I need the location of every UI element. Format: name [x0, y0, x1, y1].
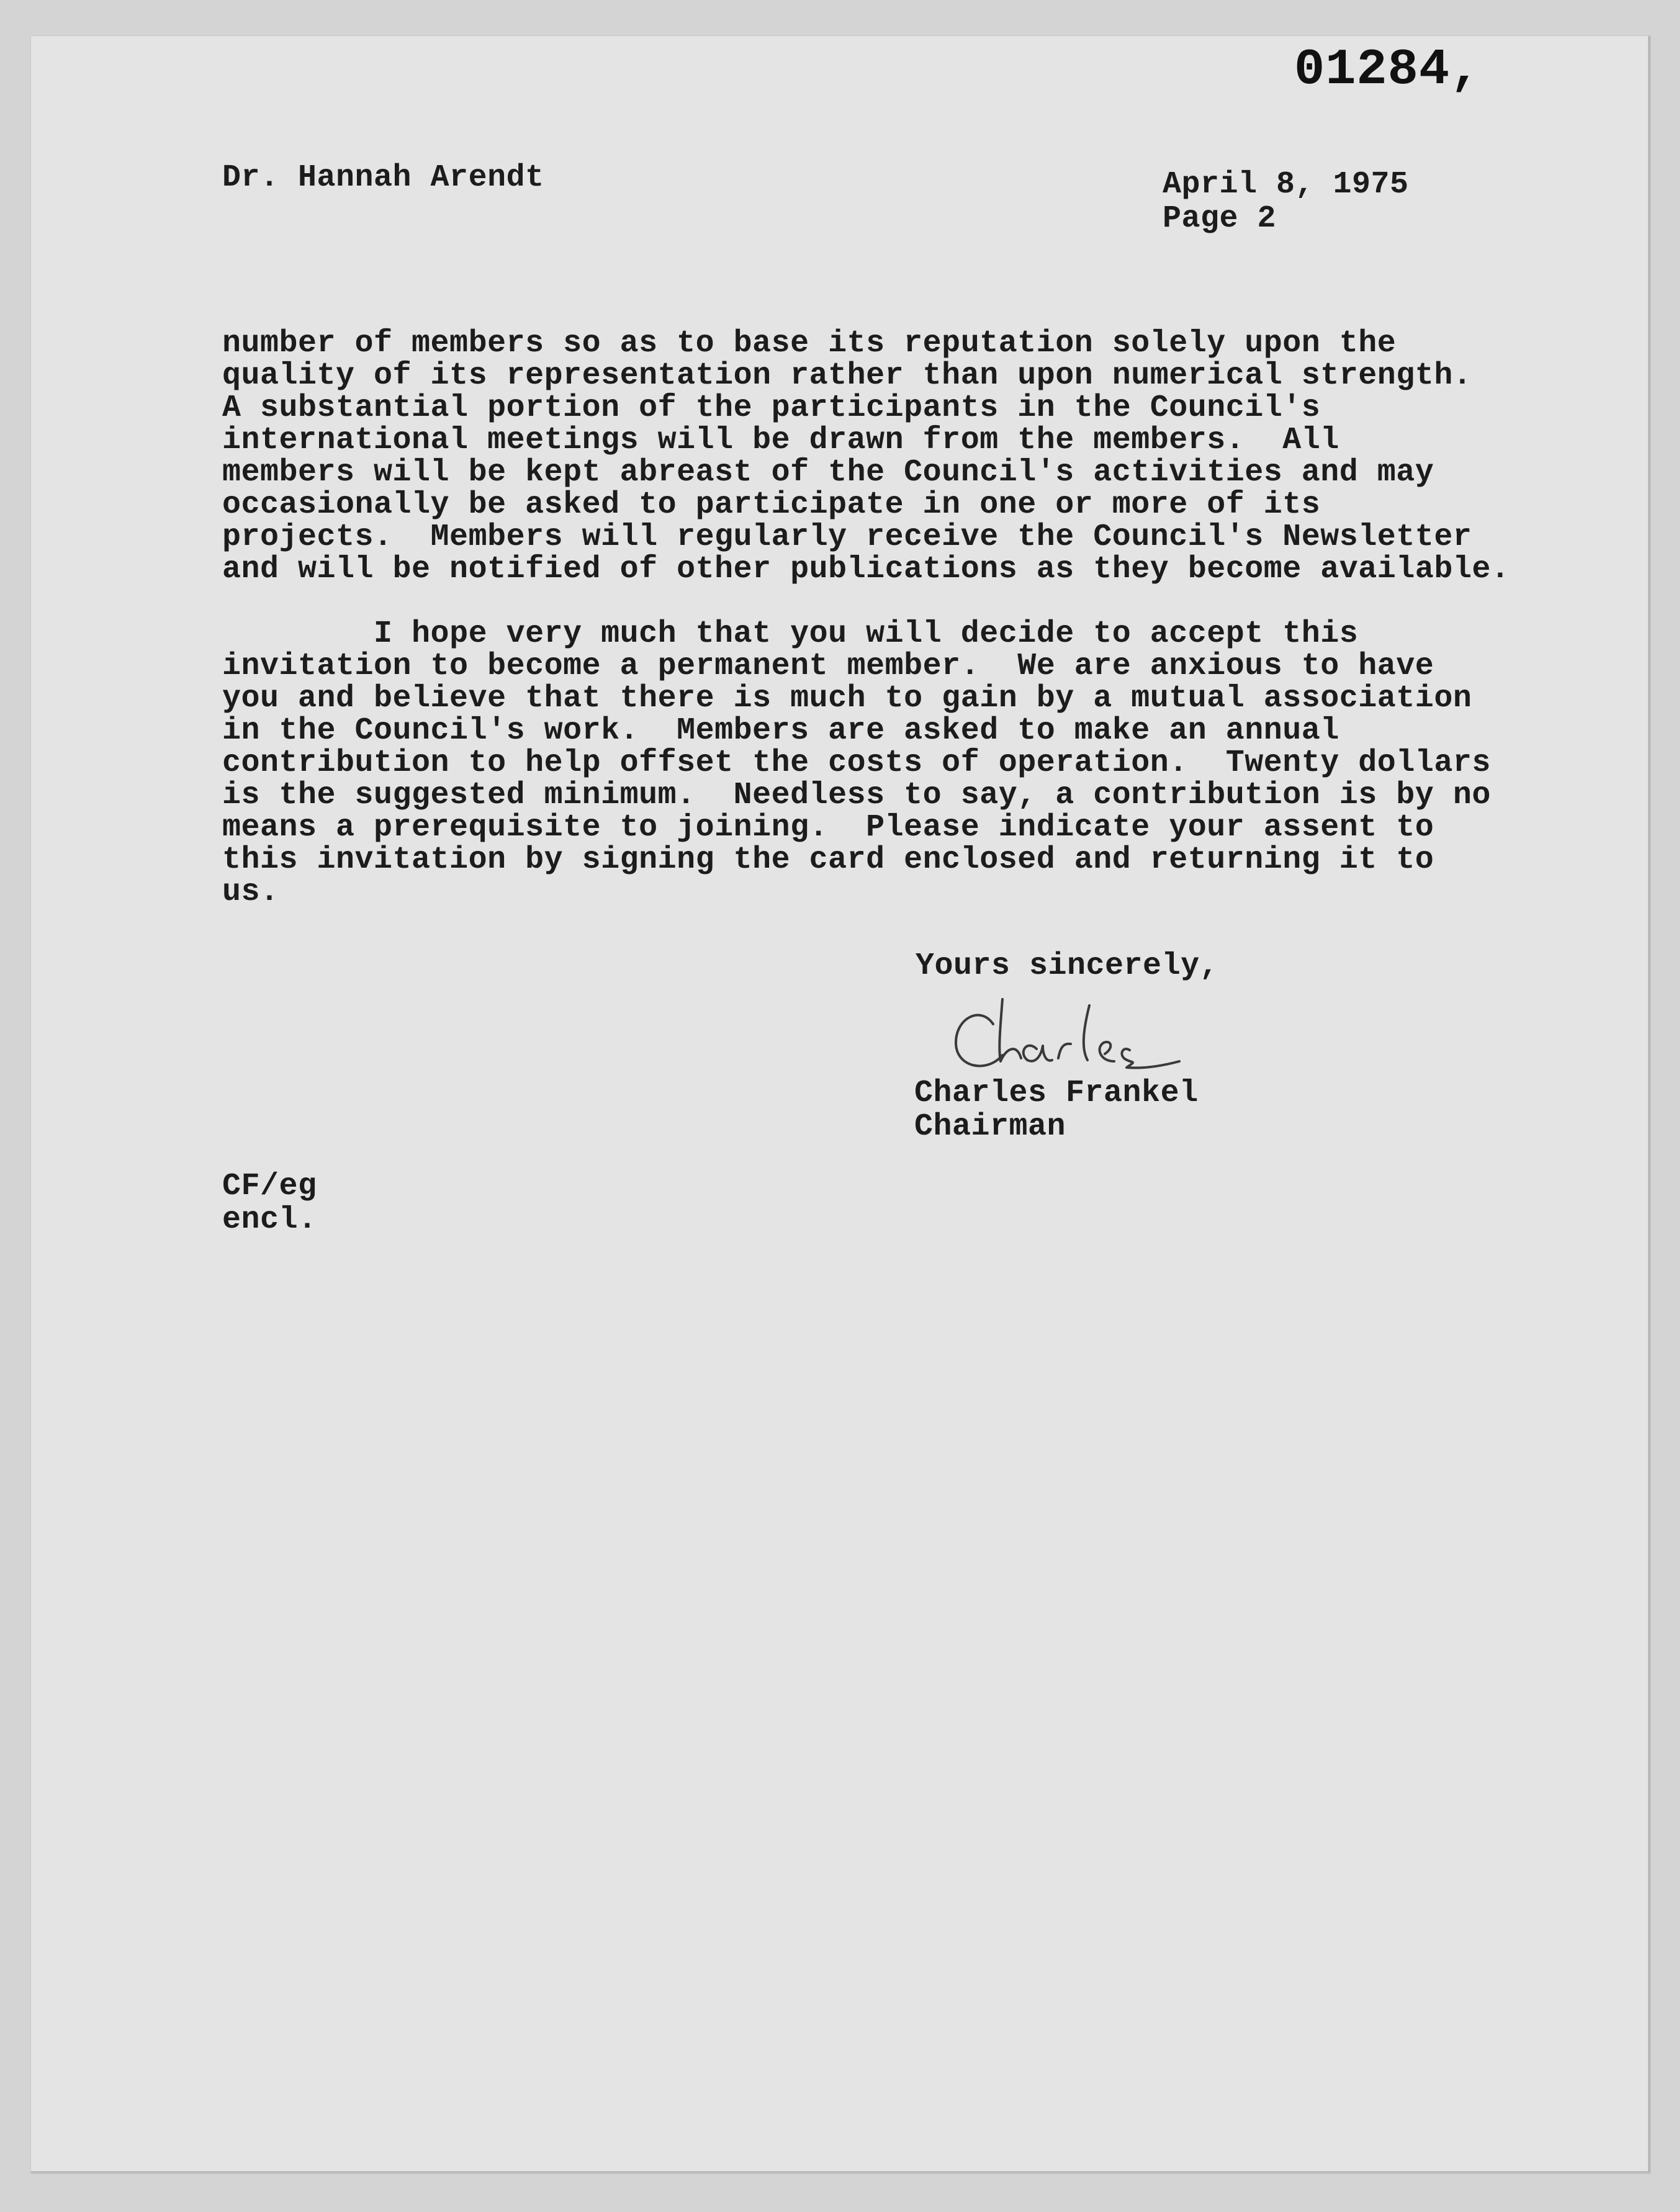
- letter-body: [222, 328, 1557, 909]
- enclosure-note: encl.: [222, 1202, 317, 1238]
- signer-name: Charles Frankel: [914, 1076, 1199, 1111]
- signer-block: [914, 1077, 1199, 1144]
- closing-salutation: Yours sincerely,: [916, 948, 1219, 984]
- body-paragraph-2: I hope very much that you will decide to accept this invitation to become a permanent member. We are anxious to have you and believe that there is much to gain by a mutual association in the Council's work. Members are asked to make an annual contribution to help offset the costs of operation. Twenty dollars is the suggested minimum. Needless to say, a contribution is by no means a prerequisite to joining. Please indicate your assent to this invitation by signing the card enclosed and returning it to us.: [222, 616, 1491, 910]
- reference-block: [222, 1170, 317, 1237]
- body-paragraph-1: number of members so as to base its reputation solely upon the quality of its representation rather than upon numerical strength. A substantial portion of the participants in the Council's international meetings will be drawn from the members. All members will be kept abreast of the Council's activities and may occasionally be asked to participate in one or more of its projects. Members will regularly receive the Council's Newsletter and will be notified of other publications as they become available.: [222, 326, 1510, 587]
- handwritten-signature: [943, 981, 1223, 1086]
- archive-number: 01284,: [1294, 41, 1482, 99]
- reference-initials: CF/eg: [222, 1169, 317, 1204]
- page-number: Page 2: [1163, 201, 1277, 236]
- signer-title: Chairman: [914, 1109, 1066, 1144]
- letter-date: April 8, 1975: [1163, 167, 1409, 202]
- dateline: [1163, 168, 1409, 236]
- recipient-name: Dr. Hannah Arendt: [222, 160, 544, 196]
